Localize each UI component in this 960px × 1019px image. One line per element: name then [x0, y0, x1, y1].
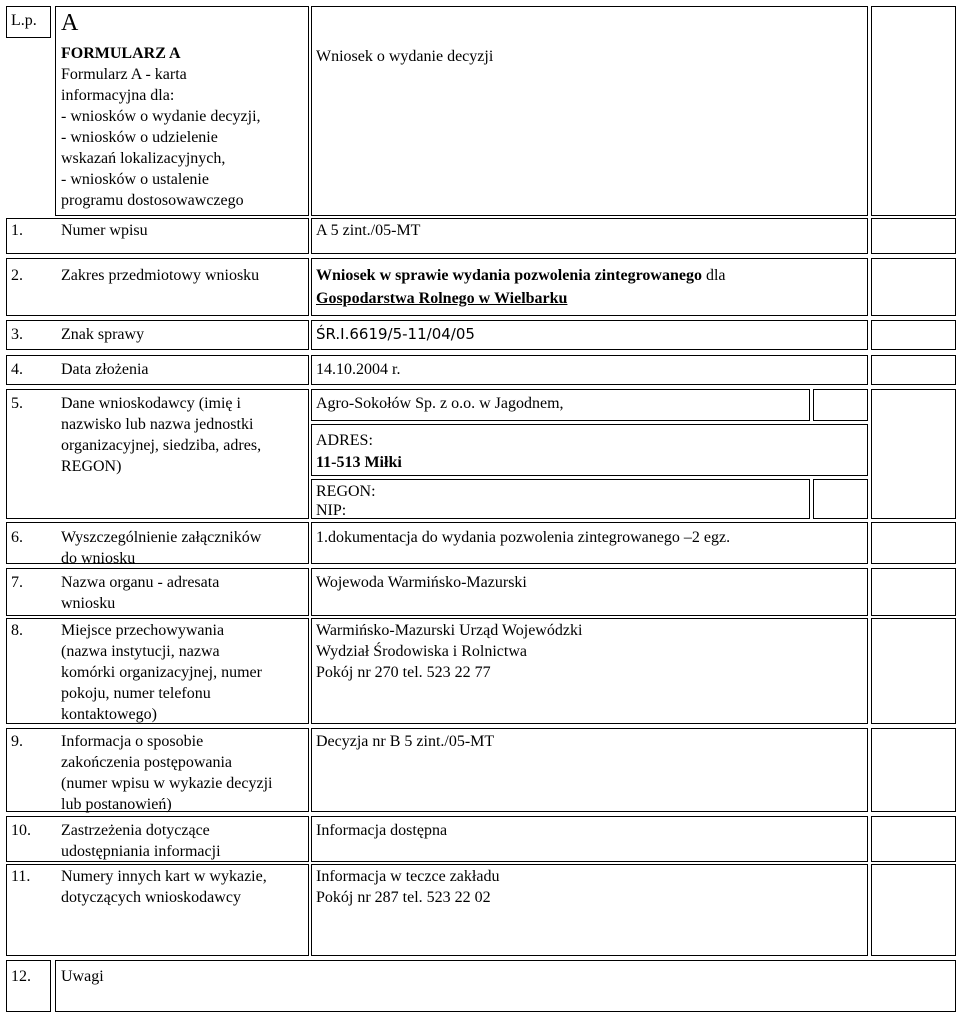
row-11-label [61, 866, 267, 908]
other-cards-value [316, 866, 499, 908]
row-8-label-line: pokoju, numer telefonu [61, 685, 211, 702]
row-9-number: 9. [11, 733, 23, 750]
form-letter: A [61, 10, 79, 36]
row-3-label-cell [6, 320, 309, 350]
row-6-margin-cell [871, 522, 956, 564]
row-10-margin-cell [871, 816, 956, 862]
submission-date-value: 14.10.2004 r. [316, 361, 401, 378]
row-8-margin-cell [871, 618, 956, 724]
row-5-label-line: REGON) [61, 458, 122, 475]
attachments-value: 1.dokumentacja do wydania pozwolenia zintegrowanego –2 egz. [316, 529, 731, 546]
row-10-label [61, 820, 221, 862]
row-5-regon-side-cell [813, 479, 868, 519]
applicant-address: 11-513 Miłki [316, 454, 402, 471]
form-description-line: - wniosków o ustalenie [61, 171, 209, 188]
row-12-label-cell [55, 960, 956, 1012]
row-9-label [61, 731, 272, 815]
form-description-line: Formularz A - karta [61, 66, 187, 83]
row-3-margin-cell [871, 320, 956, 350]
row-2-number: 2. [11, 267, 23, 284]
row-10-label-line: udostępniania informacji [61, 843, 221, 860]
row-5-name-side-cell [813, 389, 868, 421]
cell-request-type [311, 6, 868, 216]
row-11-number: 11. [11, 868, 31, 885]
cell-right-margin [871, 6, 956, 216]
applicant-address-label: ADRES: [316, 432, 373, 449]
subject-scope-tail: dla [701, 267, 726, 284]
row-7-label-line: wniosku [61, 595, 116, 612]
applicant-regon-label: REGON: [316, 483, 376, 500]
row-8-number: 8. [11, 622, 23, 639]
storage-place-value [316, 620, 582, 683]
row-3-label: Znak sprawy [61, 326, 145, 343]
other-cards-line: Pokój nr 287 tel. 523 22 02 [316, 889, 491, 906]
row-2-label: Zakres przedmiotowy wniosku [61, 267, 260, 284]
authority-value: Wojewoda Warmińsko-Mazurski [316, 574, 527, 591]
row-5-regon-cell [311, 479, 810, 519]
form-description-line: - wniosków o wydanie decyzji, [61, 108, 261, 125]
storage-place-line: Warmińsko-Mazurski Urząd Wojewódzki [316, 622, 583, 639]
applicant-name: Agro-Sokołów Sp. z o.o. w Jagodnem, [316, 395, 564, 412]
lp-label: L.p. [11, 12, 37, 29]
row-12-number: 12. [11, 968, 31, 985]
applicant-nip-label: NIP: [316, 502, 347, 519]
subject-scope-value [316, 265, 725, 286]
row-9-label-line: lub postanowień) [61, 796, 172, 813]
row-8-label-line: kontaktowego) [61, 706, 157, 723]
row-1-margin-cell [871, 218, 956, 254]
entry-number-value: A 5 zint./05-MT [316, 222, 421, 239]
case-number-value: ŚR.I.6619/5-11/04/05 [316, 325, 475, 343]
request-type: Wniosek o wydanie decyzji [316, 48, 494, 65]
row-6-label [61, 527, 261, 569]
row-8-label-line: komórki organizacyjnej, numer [61, 664, 262, 681]
row-4-margin-cell [871, 355, 956, 385]
row-7-margin-cell [871, 568, 956, 616]
row-1-label: Numer wpisu [61, 222, 148, 239]
row-7-label [61, 572, 219, 614]
row-1-label-cell [6, 218, 309, 254]
row-6-label-line: do wniosku [61, 550, 136, 567]
row-9-margin-cell [871, 728, 956, 812]
storage-place-line: Wydział Środowiska i Rolnictwa [316, 643, 527, 660]
row-11-label-line: dotyczących wnioskodawcy [61, 889, 241, 906]
row-5-margin-cell [871, 389, 956, 519]
row-4-number: 4. [11, 361, 23, 378]
storage-place-line: Pokój nr 270 tel. 523 22 77 [316, 664, 491, 681]
row-4-label-cell [6, 355, 309, 385]
row-2-margin-cell [871, 258, 956, 316]
decision-value: Decyzja nr B 5 zint./05-MT [316, 733, 495, 750]
row-5-number: 5. [11, 395, 23, 412]
subject-scope-line2: Gospodarstwa Rolnego w Wielbarku [316, 290, 568, 307]
restrictions-value: Informacja dostępna [316, 822, 448, 839]
row-9-label-line: (numer wpisu w wykazie decyzji [61, 775, 273, 792]
row-9-label-line: zakończenia postępowania [61, 754, 233, 771]
row-10-label-line: Zastrzeżenia dotyczące [61, 822, 210, 839]
form-description-line: wskazań lokalizacyjnych, [61, 150, 226, 167]
row-7-number: 7. [11, 574, 23, 591]
row-5-label-line: nazwisko lub nazwa jednostki [61, 416, 254, 433]
form-description-line: informacyjna dla: [61, 87, 175, 104]
remarks-label: Uwagi [61, 968, 104, 985]
row-9-label-line: Informacja o sposobie [61, 733, 204, 750]
row-6-number: 6. [11, 529, 23, 546]
row-3-number: 3. [11, 326, 23, 343]
row-11-label-line: Numery innych kart w wykazie, [61, 868, 267, 885]
row-8-label-line: (nazwa instytucji, nazwa [61, 643, 220, 660]
form-description-line: programu dostosowawczego [61, 192, 244, 209]
row-10-number: 10. [11, 822, 31, 839]
row-5-label [61, 393, 261, 477]
row-8-label-line: Miejsce przechowywania [61, 622, 225, 639]
form-description [61, 64, 261, 211]
row-5-label-line: Dane wnioskodawcy (imię i [61, 395, 241, 412]
form-title: FORMULARZ A [61, 45, 181, 62]
row-11-margin-cell [871, 864, 956, 956]
row-5-label-line: organizacyjnej, siedziba, adres, [61, 437, 262, 454]
other-cards-line: Informacja w teczce zakładu [316, 868, 500, 885]
row-6-label-line: Wyszczególnienie załączników [61, 529, 262, 546]
row-8-label [61, 620, 262, 725]
form-description-line: - wniosków o udzielenie [61, 129, 218, 146]
subject-scope-bold: Wniosek w sprawie wydania pozwolenia zintegrowanego [316, 267, 702, 284]
row-7-label-line: Nazwa organu - adresata [61, 574, 220, 591]
row-1-number: 1. [11, 222, 23, 239]
row-4-label: Data złożenia [61, 361, 149, 378]
